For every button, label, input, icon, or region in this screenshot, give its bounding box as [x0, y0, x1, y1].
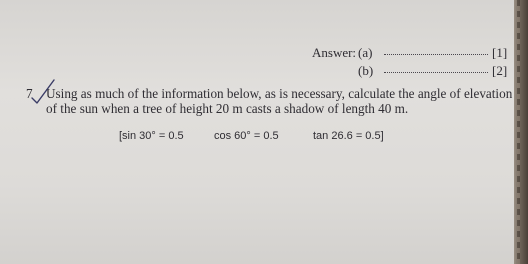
- question-7: [26, 86, 513, 116]
- answer-label: Answer:: [312, 45, 357, 60]
- marks-label: [2]: [492, 63, 508, 78]
- formula-tan: tan 26.6 = 0.5]: [313, 130, 384, 142]
- marks-label: [1]: [492, 45, 508, 60]
- answer-part-label: (a): [358, 45, 373, 60]
- checkmark-icon: [30, 79, 56, 105]
- formula-cos: cos 60° = 0.5: [214, 130, 279, 142]
- question-text-line: Using as much of the information below, as is necessary, calculate the angle of elevation: [46, 86, 513, 101]
- answer-row-a: [312, 44, 507, 62]
- answer-part-label: (b): [358, 63, 374, 78]
- formula-sin: [sin 30° = 0.5: [119, 130, 184, 142]
- answer-blank-line: [384, 61, 488, 73]
- answer-blank-line: [384, 43, 488, 55]
- page-edge: [514, 0, 528, 264]
- question-text: [46, 86, 513, 116]
- question-number: 7: [26, 86, 33, 101]
- question-text-line: of the sun when a tree of height 20 m casts a shadow of length 40 m.: [46, 101, 409, 116]
- answer-block: [312, 44, 507, 80]
- answer-row-b: [312, 62, 507, 80]
